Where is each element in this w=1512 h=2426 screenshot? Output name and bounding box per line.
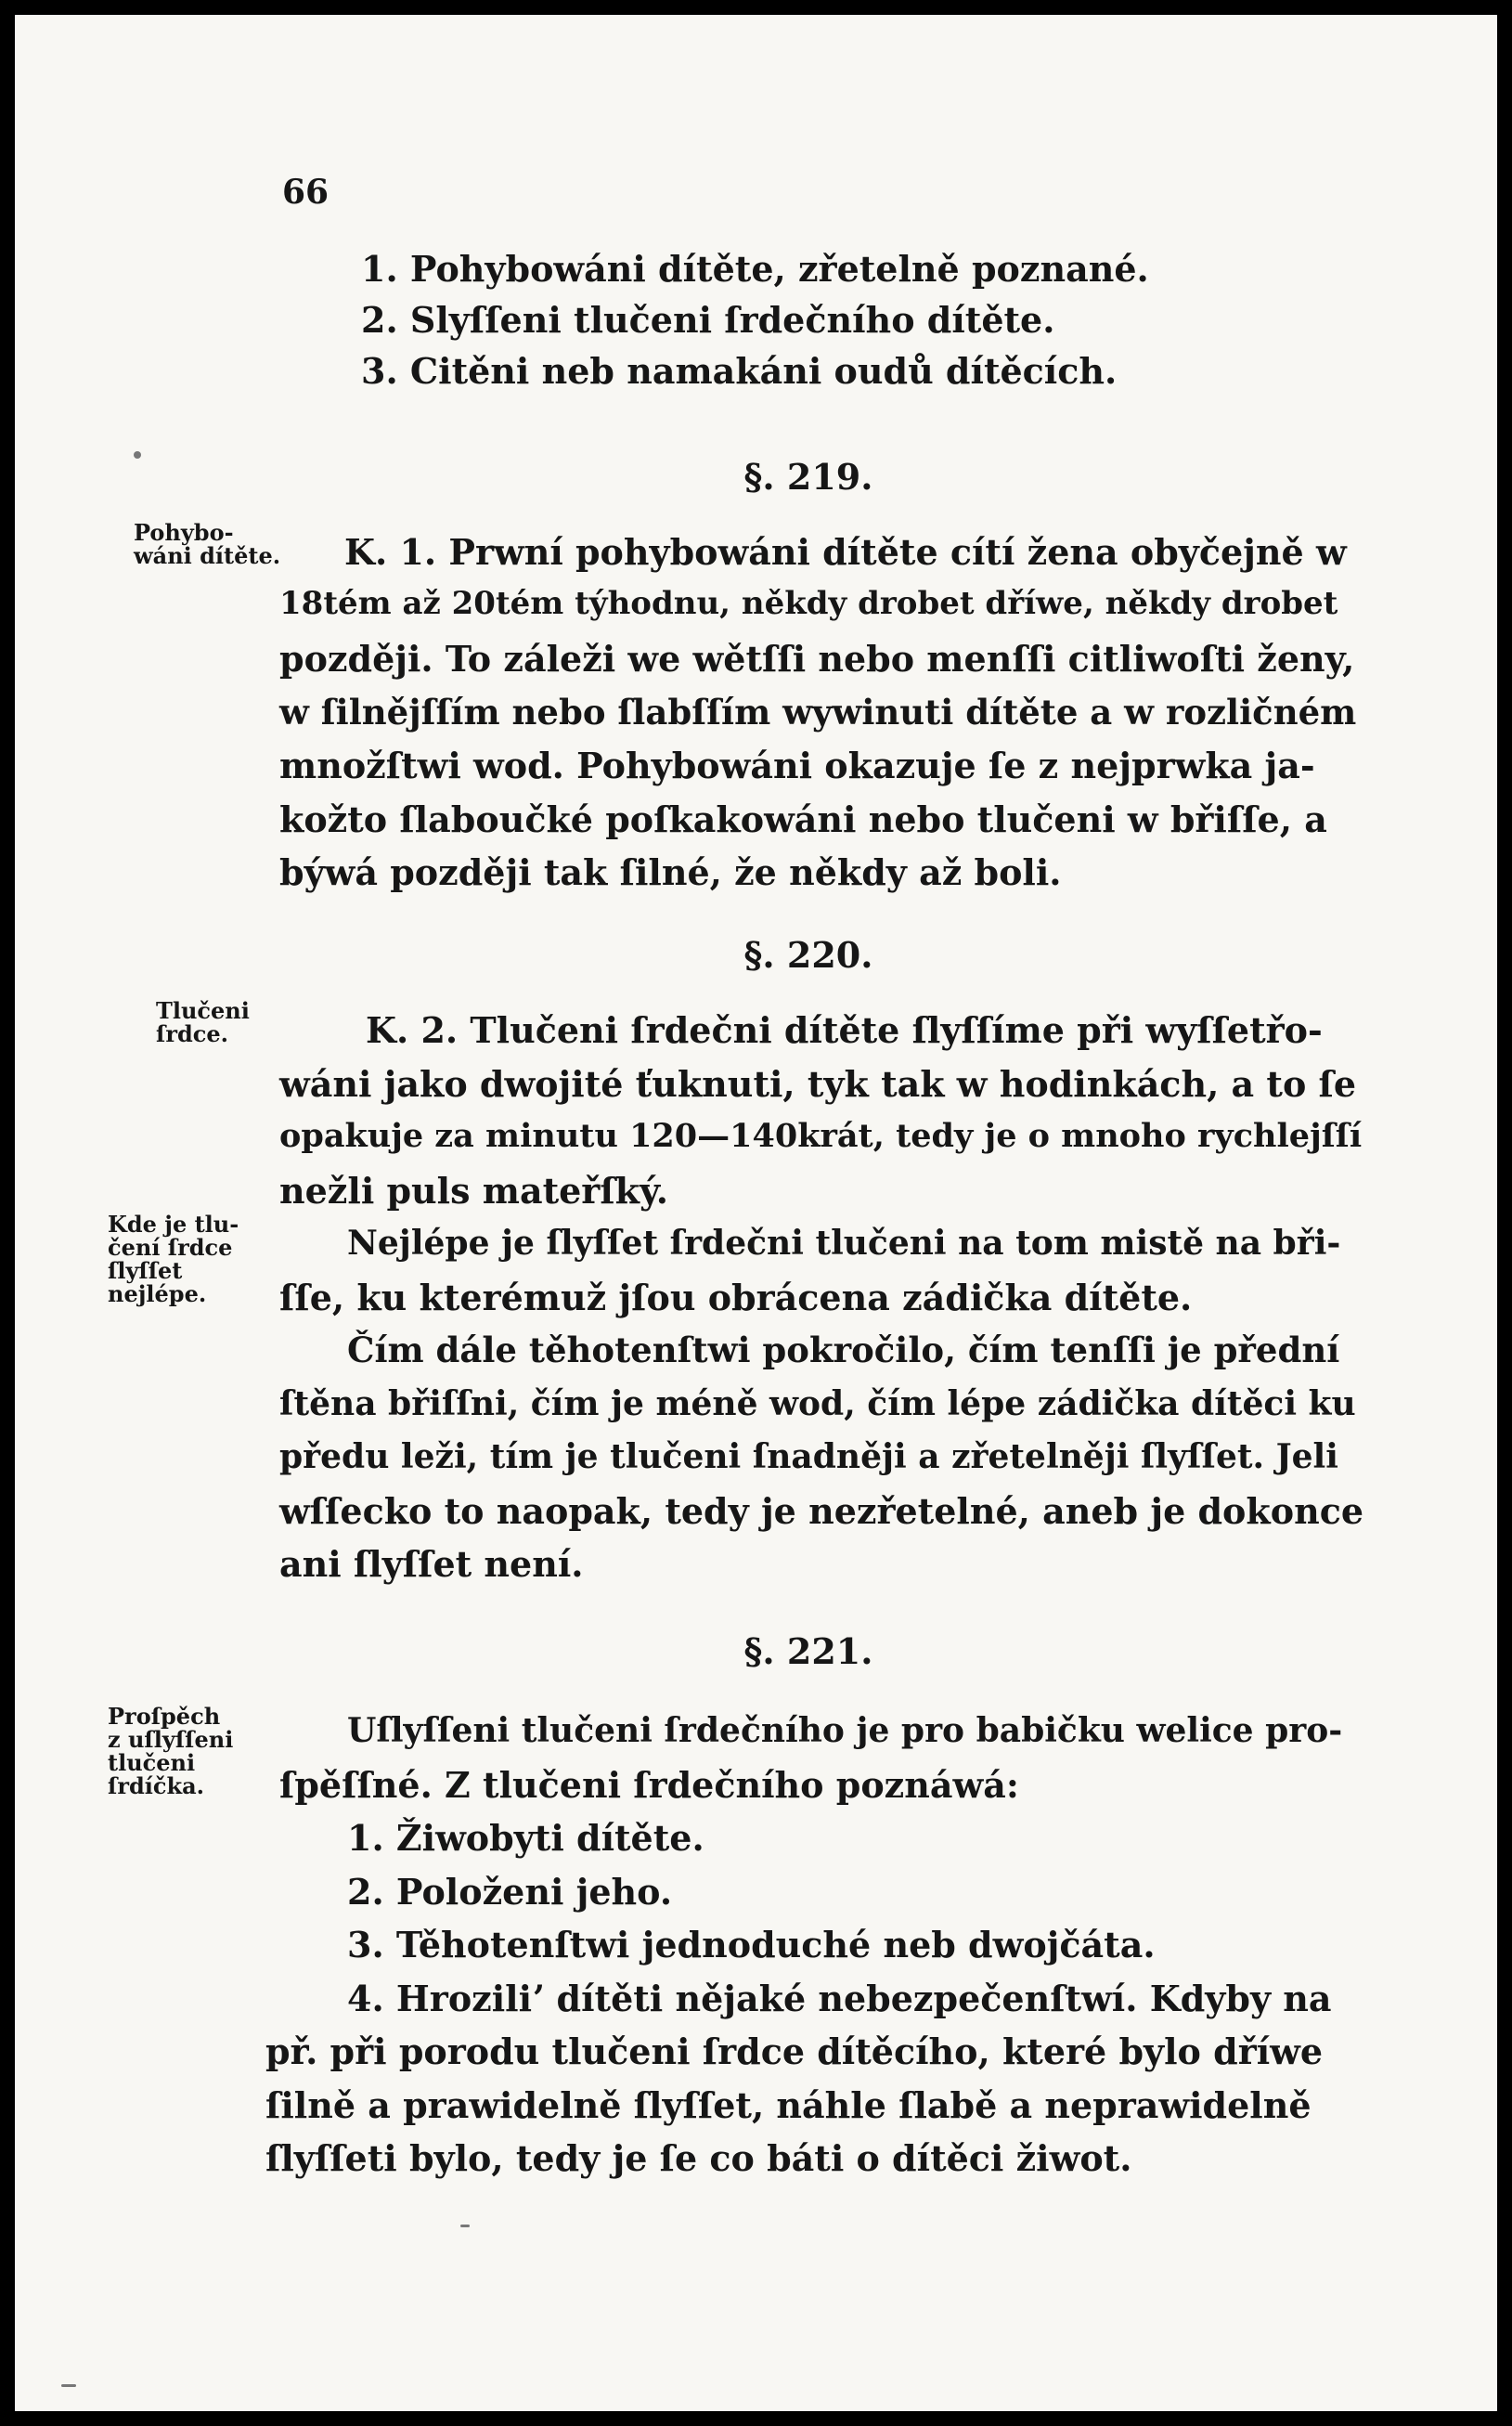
list-item: 2. Slyſſeni tlučeni ſrdečního dítěte. bbox=[361, 299, 1055, 341]
section-heading: §. 221. bbox=[743, 1630, 873, 1672]
section-heading: §. 220. bbox=[743, 934, 873, 976]
text-line: Uſlyſſeni tlučeni ſrdečního je pro babičku welice pro- bbox=[347, 1711, 1343, 1750]
text-line: později. To záleži we wětſſi nebo menſſi citliwoſti ženy, bbox=[279, 638, 1355, 680]
margin-note: Pohybo- wáni dítěte. bbox=[134, 519, 281, 569]
margin-note: Proſpěch z uſlyſſeni tlučeni ſrdíčka. bbox=[108, 1703, 234, 1799]
text-line: K. 2. Tlučeni ſrdečni dítěte ſlyſſíme při wyſſetřo- bbox=[366, 1009, 1323, 1051]
text-line: K. 1. Prwní pohybowáni dítěte cítí žena obyčejně w bbox=[344, 531, 1347, 573]
list-item: 2. Položeni jeho. bbox=[347, 1871, 673, 1913]
margin-note: Kde je tlu- čení ſrdce ſlyſſet nejlépe. bbox=[108, 1211, 239, 1307]
margin-note: Tlučeni ſrdce. bbox=[156, 997, 250, 1047]
text-line: býwá později tak ſilné, že někdy až boli. bbox=[279, 851, 1062, 893]
text-line: 18tém až 20tém týhodnu, někdy drobet dříwe, někdy drobet bbox=[279, 585, 1338, 622]
text-line: ſpěſſné. Z tlučeni ſrdečního poznáwá: bbox=[279, 1764, 1019, 1806]
text-line: ani ſlyſſet není. bbox=[279, 1543, 584, 1585]
list-item: 3. Těhotenſtwi jednoduché neb dwojčáta. bbox=[347, 1924, 1156, 1965]
text-line: w ſilnějſſím nebo ſlabſſím wywinuti dítěte a w rozličném bbox=[279, 692, 1357, 733]
text-line: ſlyſſeti bylo, tedy je ſe co báti o dítěci žiwot. bbox=[265, 2137, 1132, 2179]
text-line: množſtwi wod. Pohybowáni okazuje ſe z nejprwka ja- bbox=[279, 745, 1315, 786]
text-line: 4. Hroziliʼ dítěti nějaké nebezpečenſtwí. Kdyby na bbox=[347, 1978, 1332, 2019]
text-line: wáni jako dwojité ťuknuti, tyk tak w hodinkách, a to ſe bbox=[279, 1063, 1357, 1105]
list-item: 3. Citěni neb namakáni oudů dítěcích. bbox=[361, 350, 1118, 392]
speck bbox=[61, 2384, 76, 2387]
text-line: ſſe, ku kterémuž jſou obrácena zádička dítěte. bbox=[279, 1277, 1193, 1318]
text-line: předu leži, tím je tlučeni ſnadněji a zřetelněji ſlyſſet. Jeli bbox=[279, 1437, 1338, 1476]
page bbox=[15, 15, 1497, 2411]
text-line: Nejlépe je ſlyſſet ſrdečni tlučeni na tom mistě na bři- bbox=[347, 1224, 1341, 1263]
text-line: ſtěna břiſſni, čím je méně wod, čím lépe zádička dítěci ku bbox=[279, 1384, 1356, 1423]
text-line: ſilně a prawidelně ſlyſſet, náhle ſlabě a neprawidelně bbox=[265, 2084, 1312, 2126]
list-item: 1. Žiwobyti dítěte. bbox=[347, 1817, 704, 1859]
speck bbox=[134, 451, 141, 459]
text-line: Čím dále těhotenſtwi pokročilo, čím tenſſi je přední bbox=[347, 1330, 1340, 1370]
list-item: 1. Pohybowáni dítěte, zřetelně poznané. bbox=[361, 248, 1149, 290]
page-number: 66 bbox=[282, 173, 330, 212]
text-line: wſſecko to naopak, tedy je nezřetelné, aneb je dokonce bbox=[279, 1490, 1364, 1532]
text-line: kožto ſlaboučké poſkakowáni nebo tlučeni w břiſſe, a bbox=[279, 798, 1327, 840]
text-line: nežli puls mateřſký. bbox=[279, 1170, 668, 1212]
text-line: opakuje za minutu 120—140krát, tedy je o mnoho rychlejſſí bbox=[279, 1117, 1363, 1155]
speck bbox=[460, 2225, 470, 2227]
section-heading: §. 219. bbox=[743, 456, 873, 498]
text-line: př. při porodu tlučeni ſrdce dítěcího, které bylo dříwe bbox=[265, 2030, 1324, 2072]
